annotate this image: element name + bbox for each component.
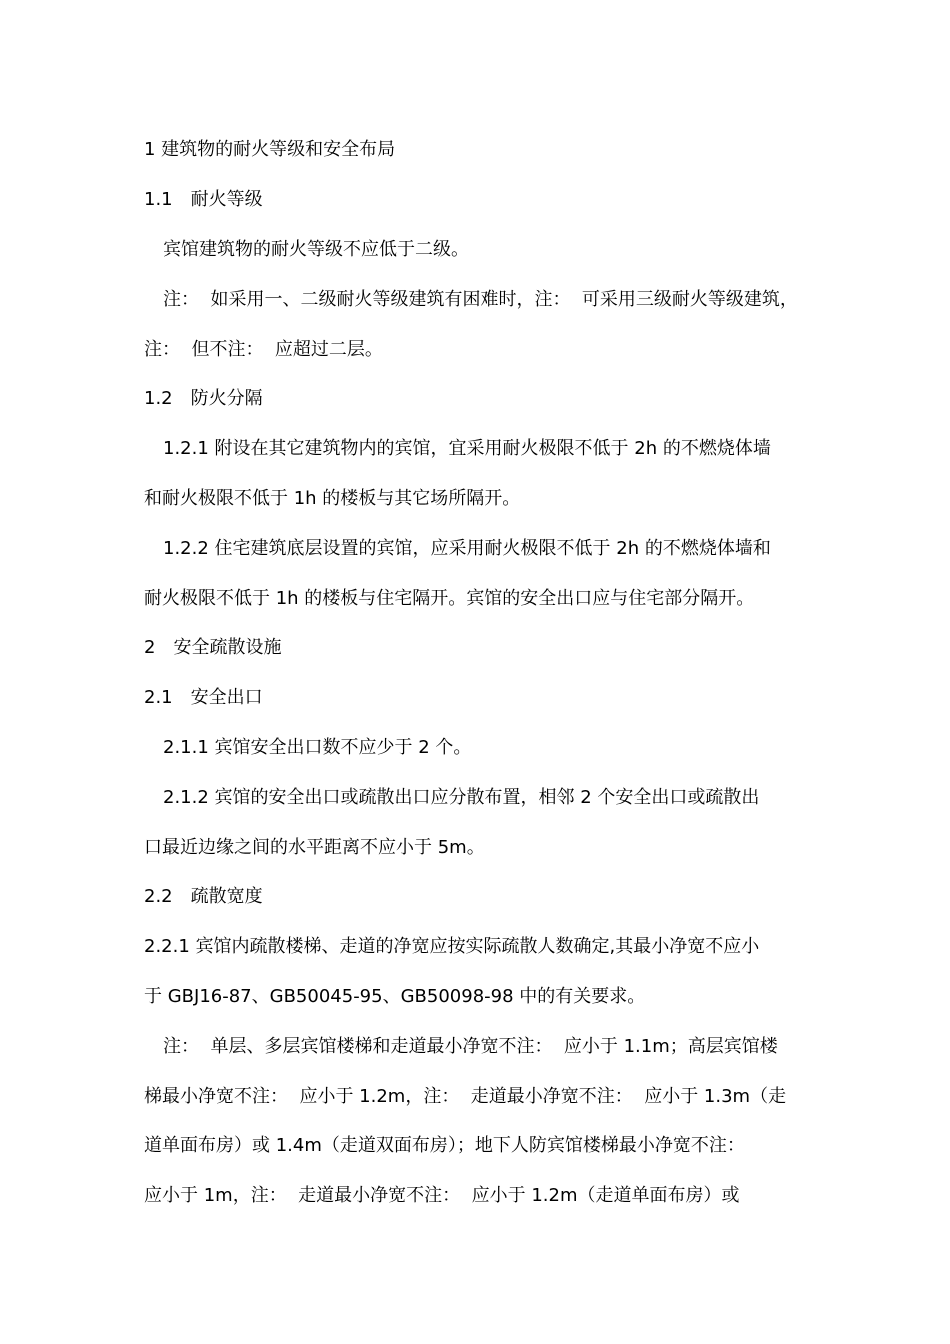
paragraph-line: 道单面布房）或 1.4m（走道双面布房）；地下人防宾馆楼梯最小净宽不注： xyxy=(144,1135,745,1156)
section-heading: 2 安全疏散设施 xyxy=(144,637,282,658)
paragraph-line: 耐火极限不低于 1h 的楼板与住宅隔开。宾馆的安全出口应与住宅部分隔开。 xyxy=(144,588,755,609)
paragraph-line: 注： 单层、多层宾馆楼梯和走道最小净宽不注： 应小于 1.1m；高层宾馆楼 xyxy=(163,1036,778,1057)
paragraph-line: 2.2.1 宾馆内疏散楼梯、走道的净宽应按实际疏散人数确定,其最小净宽不应小 xyxy=(144,936,760,957)
paragraph-line: 注： 如采用一、二级耐火等级建筑有困难时，注： 可采用三级耐火等级建筑， xyxy=(163,289,798,310)
paragraph-line: 于 GBJ16-87、GB50045-95、GB50098-98 中的有关要求。 xyxy=(144,986,646,1007)
paragraph-line: 注： 但不注： 应超过二层。 xyxy=(144,339,383,360)
paragraph-line: 2.1.1 宾馆安全出口数不应少于 2 个。 xyxy=(163,737,472,758)
subsection-heading: 2.1 安全出口 xyxy=(144,687,263,708)
paragraph-line: 宾馆建筑物的耐火等级不应低于二级。 xyxy=(163,239,469,260)
paragraph-line: 应小于 1m，注： 走道最小净宽不注： 应小于 1.2m（走道单面布房）或 xyxy=(144,1185,740,1206)
section-heading: 1 建筑物的耐火等级和安全布局 xyxy=(144,139,396,160)
paragraph-line: 2.1.2 宾馆的安全出口或疏散出口应分散布置，相邻 2 个安全出口或疏散出 xyxy=(163,787,760,808)
paragraph-line: 口最近边缘之间的水平距离不应小于 5m。 xyxy=(144,837,485,858)
paragraph-line: 1.2.2 住宅建筑底层设置的宾馆，应采用耐火极限不低于 2h 的不燃烧体墙和 xyxy=(163,538,771,559)
subsection-heading: 1.1 耐火等级 xyxy=(144,189,263,210)
subsection-heading: 2.2 疏散宽度 xyxy=(144,886,263,907)
paragraph-line: 和耐火极限不低于 1h 的楼板与其它场所隔开。 xyxy=(144,488,521,509)
paragraph-line: 梯最小净宽不注： 应小于 1.2m，注： 走道最小净宽不注： 应小于 1.3m（走 xyxy=(144,1086,787,1107)
paragraph-line: 1.2.1 附设在其它建筑物内的宾馆，宜采用耐火极限不低于 2h 的不燃烧体墙 xyxy=(163,438,771,459)
subsection-heading: 1.2 防火分隔 xyxy=(144,388,263,409)
